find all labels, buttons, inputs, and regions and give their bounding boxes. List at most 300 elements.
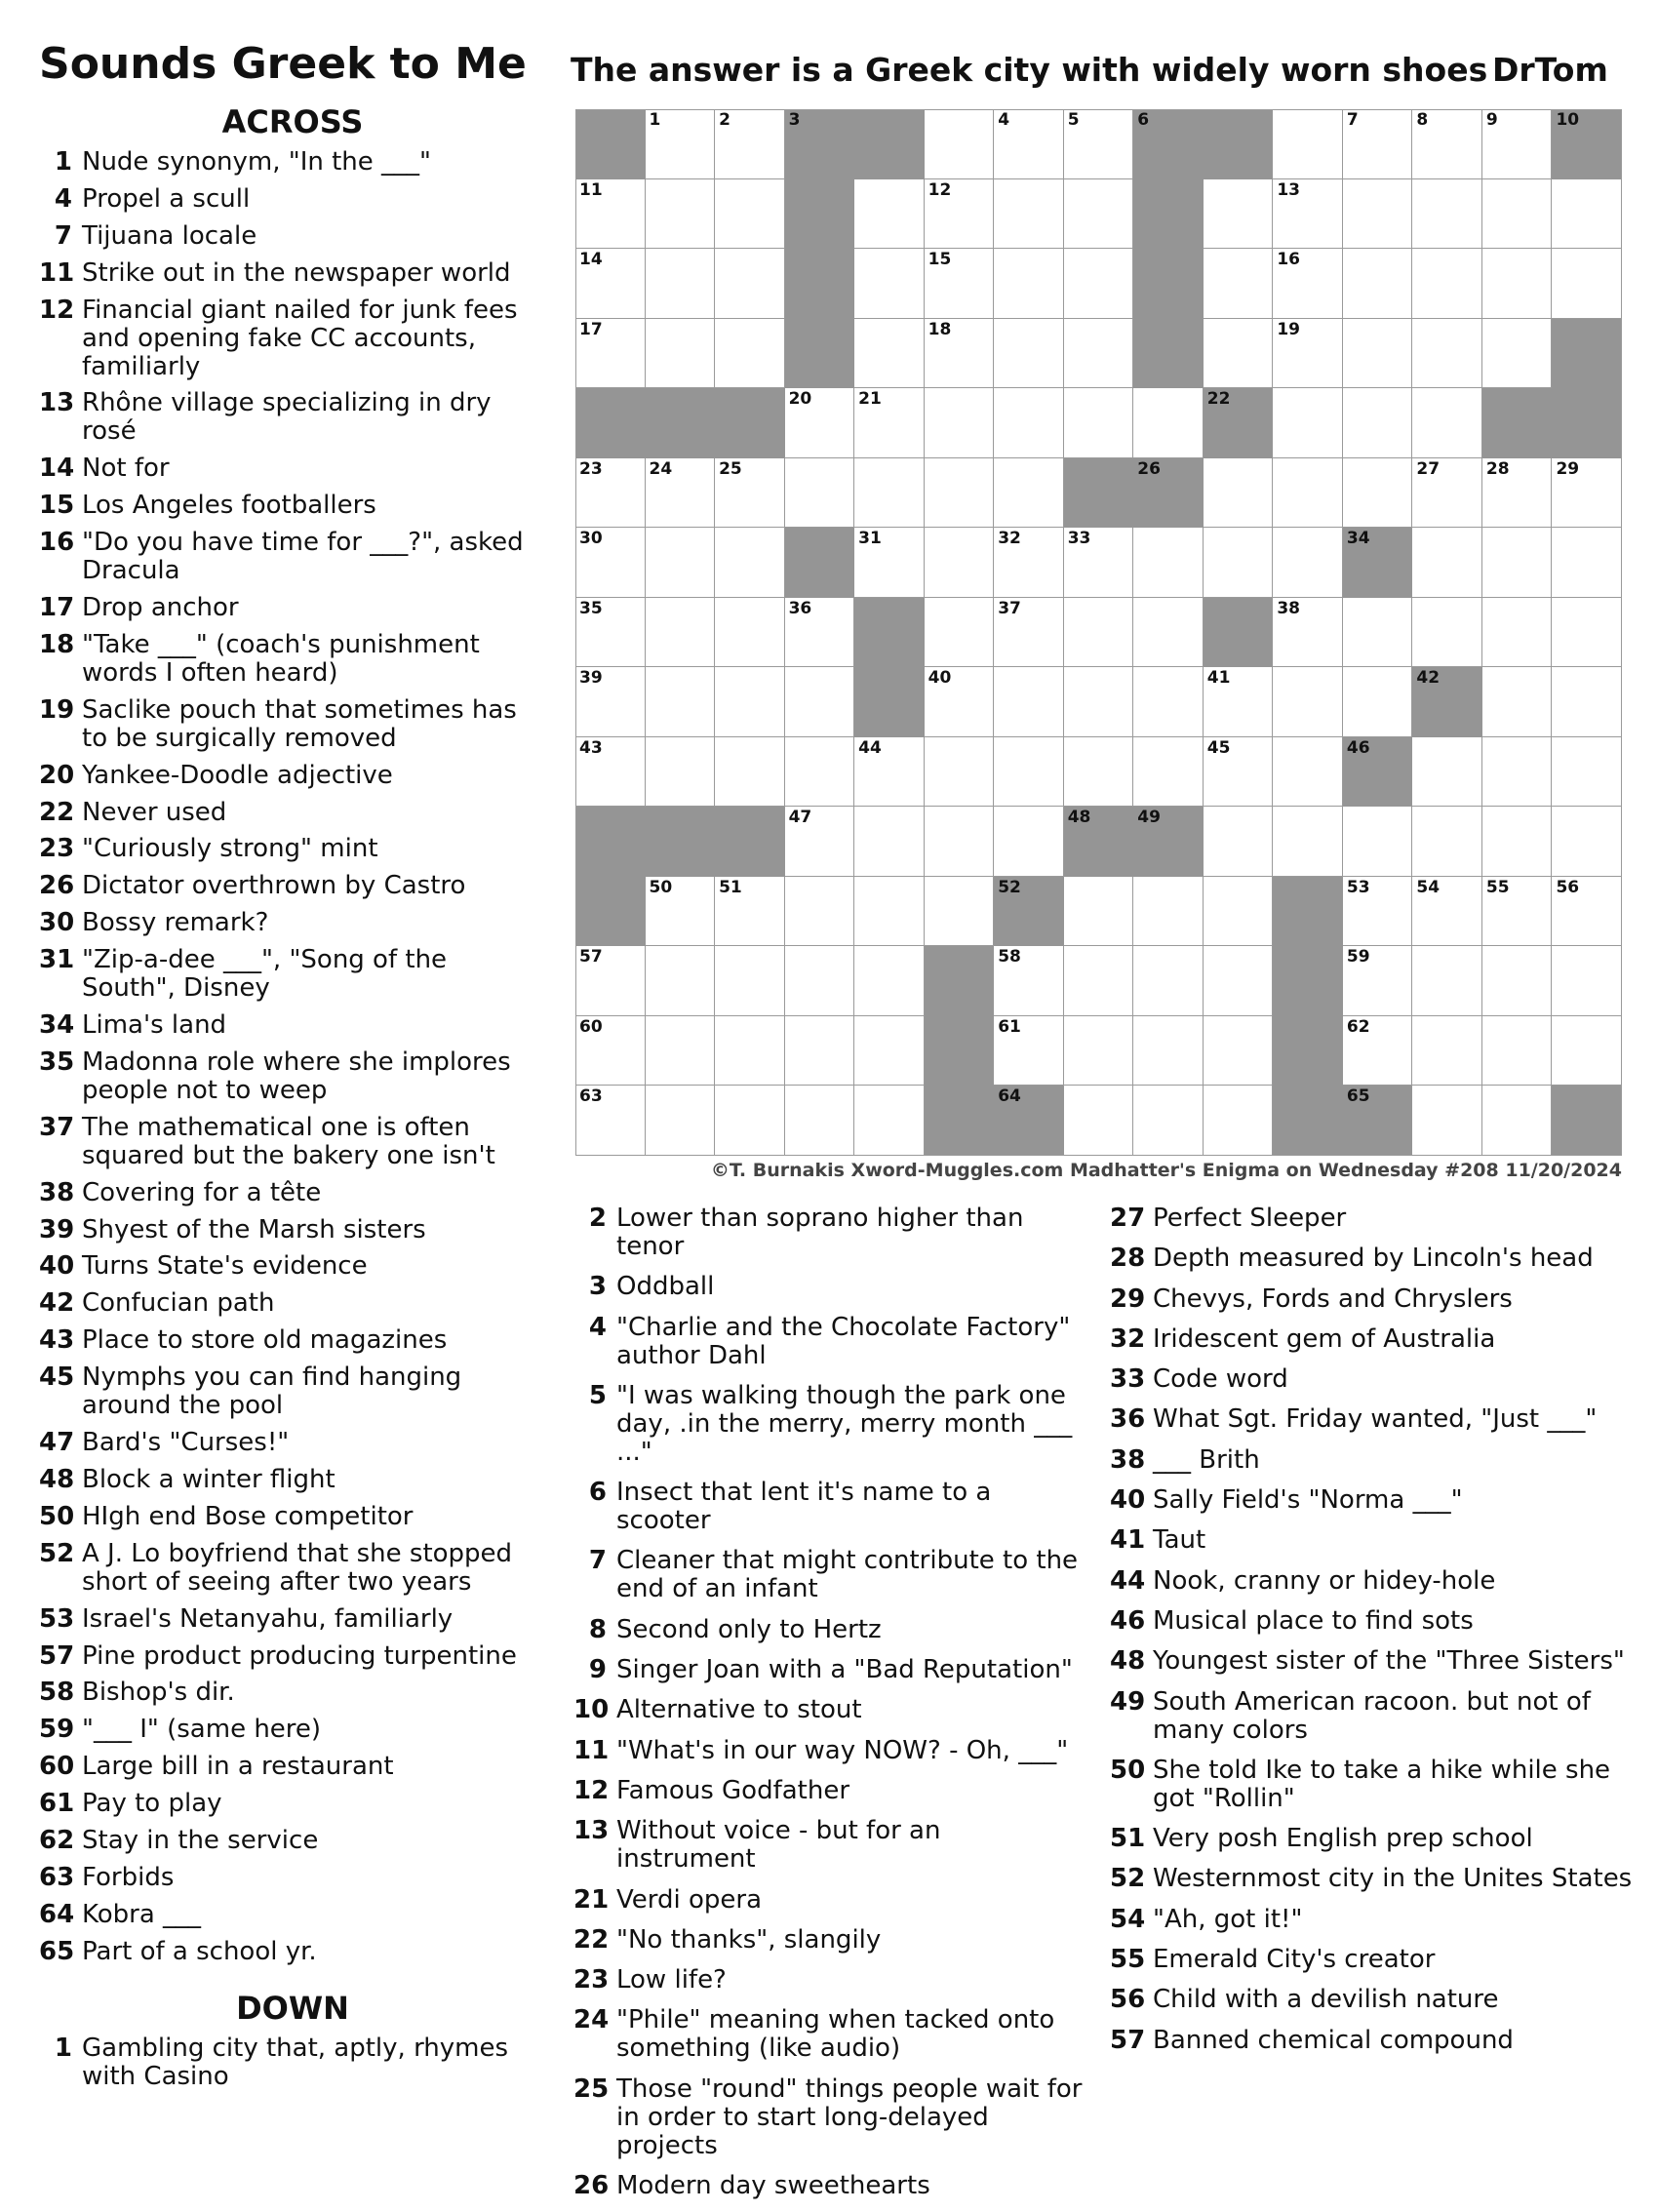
down-clue: [573, 1737, 1083, 1765]
grid-cell[interactable]: [854, 1016, 925, 1086]
grid-cell[interactable]: [1064, 877, 1134, 947]
clue-number: 2: [588, 1204, 607, 1233]
grid-cell[interactable]: [1273, 528, 1343, 598]
grid-cell[interactable]: [1204, 1086, 1274, 1156]
grid-cell[interactable]: [994, 319, 1064, 389]
grid-cell[interactable]: [925, 458, 995, 529]
down-clue: [1110, 1365, 1637, 1394]
grid-cell[interactable]: [1273, 807, 1343, 877]
across-clue-list: [39, 148, 546, 1975]
grid-cell[interactable]: [1343, 807, 1413, 877]
grid-cell[interactable]: [1482, 1086, 1553, 1156]
clue-text: Without voice - but for an instrument: [616, 1816, 941, 1875]
grid-cell[interactable]: [854, 458, 925, 529]
grid-cell[interactable]: [1343, 946, 1413, 1016]
grid-cell[interactable]: [1204, 249, 1274, 319]
grid-cell[interactable]: [1552, 249, 1622, 319]
grid-cell[interactable]: [1482, 877, 1553, 947]
clue-text: Block a winter flight: [82, 1464, 336, 1494]
clue-number: 52: [39, 1538, 75, 1568]
grid-cell[interactable]: [1343, 458, 1413, 529]
cell-number: 40: [928, 668, 952, 689]
clue-text: Nook, cranny or hidey-hole: [1153, 1565, 1496, 1596]
grid-cell[interactable]: [1343, 109, 1413, 179]
grid-cell[interactable]: [1482, 598, 1553, 668]
grid-cell[interactable]: [925, 179, 995, 250]
down-clue: [573, 2172, 1083, 2200]
grid-cell[interactable]: [646, 179, 716, 250]
grid-cell[interactable]: [1273, 667, 1343, 737]
grid-cell[interactable]: [1064, 388, 1134, 458]
grid-cell[interactable]: [925, 528, 995, 598]
grid-cell[interactable]: [925, 807, 995, 877]
clue-number: 27: [1110, 1204, 1146, 1233]
clue-text: Taut: [1153, 1525, 1206, 1556]
clue-number: 11: [573, 1735, 610, 1765]
grid-cell[interactable]: [785, 877, 855, 947]
clue-number: 50: [1110, 1755, 1146, 1785]
cell-number: 39: [579, 668, 603, 689]
clue-number: 40: [1110, 1485, 1146, 1516]
grid-cell[interactable]: [854, 946, 925, 1016]
grid-cell[interactable]: [646, 1086, 716, 1156]
grid-cell[interactable]: [1064, 667, 1134, 737]
down-clue: [1110, 1865, 1637, 1893]
grid-block: [925, 1016, 995, 1086]
grid-cell[interactable]: [1204, 179, 1274, 250]
grid-cell[interactable]: [785, 807, 855, 877]
clue-text: Low life?: [616, 1965, 727, 1995]
grid-cell[interactable]: [1133, 737, 1204, 808]
grid-cell[interactable]: [994, 807, 1064, 877]
grid-cell[interactable]: [994, 249, 1064, 319]
clue-text: Very posh English prep school: [1153, 1824, 1533, 1854]
grid-cell[interactable]: [715, 319, 785, 389]
grid-cell[interactable]: [994, 667, 1064, 737]
clue-number: 13: [39, 388, 75, 418]
grid-cell[interactable]: [994, 458, 1064, 529]
grid-cell[interactable]: [854, 179, 925, 250]
grid-cell[interactable]: [1064, 109, 1134, 179]
grid-cell[interactable]: [1064, 249, 1134, 319]
cell-number: 13: [1277, 179, 1300, 200]
grid-cell[interactable]: [1552, 737, 1622, 808]
cell-number: 57: [579, 947, 603, 968]
across-clue: [39, 1679, 546, 1707]
across-clue: [39, 389, 546, 446]
grid-cell[interactable]: [1412, 1016, 1482, 1086]
grid-cell[interactable]: [785, 1086, 855, 1156]
clue-text: Modern day sweethearts: [616, 2171, 930, 2201]
clue-number: 31: [39, 945, 75, 975]
grid-cell[interactable]: [1482, 528, 1553, 598]
grid-cell[interactable]: [785, 458, 855, 529]
clue-text: Oddball: [616, 1272, 715, 1302]
clue-text: Lower than soprano higher than tenor: [616, 1204, 1024, 1261]
grid-cell[interactable]: [1412, 319, 1482, 389]
clue-text: Kobra ___: [82, 1899, 202, 1929]
across-clue: [39, 185, 546, 214]
grid-cell[interactable]: [1412, 109, 1482, 179]
across-clue: [39, 696, 546, 753]
grid-cell[interactable]: [1133, 528, 1204, 598]
grid-cell[interactable]: [1273, 458, 1343, 529]
grid-block: [1133, 179, 1204, 250]
grid-cell[interactable]: [715, 109, 785, 179]
grid-cell[interactable]: [925, 249, 995, 319]
clue-text: Tijuana locale: [82, 220, 257, 251]
clue-text: Youngest sister of the "Three Sisters": [1153, 1646, 1625, 1677]
across-clue: [39, 1540, 546, 1597]
grid-cell[interactable]: [1343, 1016, 1413, 1086]
grid-cell[interactable]: [1482, 807, 1553, 877]
across-clue: [39, 1827, 546, 1855]
grid-cell[interactable]: [1133, 1086, 1204, 1156]
grid-cell[interactable]: [1412, 528, 1482, 598]
grid-cell[interactable]: [1552, 1016, 1622, 1086]
clue-text: Emerald City's creator: [1153, 1945, 1436, 1975]
grid-cell[interactable]: [1482, 667, 1553, 737]
cell-number: 15: [928, 250, 952, 270]
grid-cell[interactable]: [715, 946, 785, 1016]
grid-cell[interactable]: [1482, 109, 1553, 179]
grid-cell[interactable]: [646, 946, 716, 1016]
clue-number: 26: [573, 2171, 610, 2201]
grid-cell[interactable]: [1273, 179, 1343, 250]
grid-block: [575, 807, 646, 877]
clue-number: 9: [588, 1655, 607, 1685]
grid-block: [646, 388, 716, 458]
grid-cell[interactable]: [1412, 877, 1482, 947]
clue-number: 19: [39, 694, 75, 725]
grid-cell[interactable]: [1412, 388, 1482, 458]
down-clue: [1110, 1757, 1637, 1813]
across-clue: [39, 1642, 546, 1671]
grid-cell[interactable]: [1133, 877, 1204, 947]
grid-cell[interactable]: [1552, 667, 1622, 737]
grid-cell[interactable]: [1482, 179, 1553, 250]
clue-text: Musical place to find sots: [1153, 1605, 1474, 1636]
credit-line: ©T. Burnakis Xword-Muggles.com Madhatter's Enigma on Wednesday #208 11/20/2024: [710, 1160, 1622, 1181]
cell-number: 63: [579, 1086, 603, 1107]
grid-cell[interactable]: [575, 458, 646, 529]
clue-number: 53: [39, 1603, 75, 1634]
grid-cell[interactable]: [1552, 807, 1622, 877]
grid-cell[interactable]: [1412, 807, 1482, 877]
grid-cell[interactable]: [854, 528, 925, 598]
clue-number: 25: [573, 2074, 610, 2104]
across-clue: [39, 1216, 546, 1244]
clue-text: ___ Brith: [1153, 1444, 1260, 1475]
across-clue: [39, 1938, 546, 1966]
grid-block: [1133, 458, 1204, 529]
grid-block: [715, 807, 785, 877]
down-clue: [573, 2006, 1083, 2063]
clue-number: 1: [54, 147, 72, 177]
across-clue: [39, 1429, 546, 1457]
grid-cell[interactable]: [575, 598, 646, 668]
grid-cell[interactable]: [1343, 667, 1413, 737]
grid-cell[interactable]: [1204, 877, 1274, 947]
grid-cell[interactable]: [785, 737, 855, 808]
grid-cell[interactable]: [1133, 598, 1204, 668]
grid-cell[interactable]: [1064, 598, 1134, 668]
clue-text: Banned chemical compound: [1153, 2025, 1514, 2055]
grid-cell[interactable]: [994, 179, 1064, 250]
grid-block: [646, 807, 716, 877]
grid-cell[interactable]: [994, 737, 1064, 808]
grid-cell[interactable]: [1412, 598, 1482, 668]
clue-number: 11: [39, 257, 75, 288]
clue-number: 17: [39, 593, 75, 623]
clue-text: Shyest of the Marsh sisters: [82, 1214, 426, 1244]
grid-cell[interactable]: [646, 528, 716, 598]
grid-cell[interactable]: [1204, 807, 1274, 877]
grid-cell[interactable]: [994, 946, 1064, 1016]
grid-cell[interactable]: [1064, 737, 1134, 808]
grid-cell[interactable]: [1412, 458, 1482, 529]
grid-cell[interactable]: [646, 737, 716, 808]
clue-number: 62: [39, 1825, 75, 1855]
grid-cell[interactable]: [1482, 737, 1553, 808]
down-clue: [573, 1479, 1083, 1535]
grid-cell[interactable]: [1204, 1016, 1274, 1086]
grid-cell[interactable]: [925, 598, 995, 668]
grid-cell[interactable]: [715, 458, 785, 529]
cell-number: 18: [928, 319, 952, 339]
cell-number: 59: [1346, 947, 1370, 968]
grid-cell[interactable]: [1204, 319, 1274, 389]
grid-cell[interactable]: [575, 737, 646, 808]
grid-cell[interactable]: [1552, 877, 1622, 947]
grid-cell[interactable]: [1412, 737, 1482, 808]
grid-cell[interactable]: [646, 458, 716, 529]
grid-cell[interactable]: [854, 877, 925, 947]
grid-block: [994, 877, 1064, 947]
grid-cell[interactable]: [854, 319, 925, 389]
grid-block: [1204, 109, 1274, 179]
cell-number: 12: [928, 179, 952, 200]
grid-cell[interactable]: [1273, 319, 1343, 389]
grid-cell[interactable]: [646, 319, 716, 389]
grid-cell[interactable]: [646, 109, 716, 179]
grid-block: [854, 667, 925, 737]
across-clue: [39, 1605, 546, 1634]
grid-cell[interactable]: [1133, 667, 1204, 737]
grid-cell[interactable]: [1343, 179, 1413, 250]
grid-cell[interactable]: [854, 1086, 925, 1156]
clue-text: Bossy remark?: [82, 908, 269, 938]
grid-cell[interactable]: [1552, 946, 1622, 1016]
grid-cell[interactable]: [785, 946, 855, 1016]
grid-block: [575, 109, 646, 179]
grid-cell[interactable]: [1412, 249, 1482, 319]
grid-cell[interactable]: [1552, 179, 1622, 250]
grid-cell[interactable]: [1482, 458, 1553, 529]
clue-text: Depth measured by Lincoln's head: [1153, 1244, 1594, 1274]
cell-number: 1: [649, 110, 661, 130]
grid-cell[interactable]: [575, 1086, 646, 1156]
grid-cell[interactable]: [575, 1016, 646, 1086]
grid-cell[interactable]: [854, 737, 925, 808]
grid-block: [785, 319, 855, 389]
grid-cell[interactable]: [1204, 737, 1274, 808]
grid-cell[interactable]: [715, 249, 785, 319]
clue-number: 13: [573, 1816, 610, 1846]
grid-cell[interactable]: [575, 946, 646, 1016]
clue-text: Yankee-Doodle adjective: [82, 760, 393, 790]
grid-cell[interactable]: [1482, 249, 1553, 319]
clue-number: 34: [39, 1010, 75, 1041]
grid-cell[interactable]: [925, 388, 995, 458]
grid-cell[interactable]: [1552, 598, 1622, 668]
clue-number: 6: [588, 1478, 607, 1508]
grid-cell[interactable]: [646, 877, 716, 947]
grid-cell[interactable]: [925, 877, 995, 947]
grid-cell[interactable]: [854, 249, 925, 319]
clue-number: 16: [39, 528, 75, 558]
grid-cell[interactable]: [646, 1016, 716, 1086]
clue-text: Code word: [1153, 1364, 1288, 1395]
clue-text: Bishop's dir.: [82, 1678, 235, 1708]
grid-cell[interactable]: [575, 319, 646, 389]
grid-cell[interactable]: [1343, 598, 1413, 668]
grid-cell[interactable]: [785, 598, 855, 668]
grid-cell[interactable]: [1064, 1086, 1134, 1156]
cell-number: 11: [579, 179, 603, 200]
across-clue: [39, 1716, 546, 1744]
grid-cell[interactable]: [1133, 388, 1204, 458]
grid-cell[interactable]: [575, 528, 646, 598]
grid-cell[interactable]: [1204, 946, 1274, 1016]
grid-cell[interactable]: [994, 388, 1064, 458]
across-clue: [39, 835, 546, 863]
grid-cell[interactable]: [1343, 877, 1413, 947]
grid-cell[interactable]: [994, 109, 1064, 179]
clue-text: Westernmost city in the Unites States: [1153, 1864, 1633, 1894]
grid-cell[interactable]: [715, 179, 785, 250]
cell-number: 47: [788, 808, 812, 828]
grid-cell[interactable]: [1552, 458, 1622, 529]
grid-cell[interactable]: [925, 319, 995, 389]
grid-cell[interactable]: [785, 1016, 855, 1086]
grid-cell[interactable]: [785, 667, 855, 737]
cell-number: 2: [719, 110, 730, 130]
clue-number: 60: [39, 1752, 75, 1782]
grid-cell[interactable]: [994, 598, 1064, 668]
grid-cell[interactable]: [1064, 1016, 1134, 1086]
grid-cell[interactable]: [1482, 1016, 1553, 1086]
grid-cell[interactable]: [1133, 946, 1204, 1016]
clue-number: 28: [1110, 1244, 1146, 1274]
grid-cell[interactable]: [1204, 667, 1274, 737]
grid-cell[interactable]: [1482, 319, 1553, 389]
grid-cell[interactable]: [1273, 388, 1343, 458]
grid-cell[interactable]: [1064, 528, 1134, 598]
down-clue: [1110, 1285, 1637, 1314]
clue-text: Drop anchor: [82, 593, 239, 623]
grid-cell[interactable]: [715, 1086, 785, 1156]
clue-text: Place to store old magazines: [82, 1325, 448, 1356]
grid-cell[interactable]: [1343, 249, 1413, 319]
across-clue: [39, 1901, 546, 1929]
clue-text: Israel's Netanyahu, familiarly: [82, 1603, 454, 1634]
grid-cell[interactable]: [994, 528, 1064, 598]
clue-number: 18: [39, 629, 75, 659]
grid-cell[interactable]: [1412, 179, 1482, 250]
grid-cell[interactable]: [994, 1016, 1064, 1086]
clue-number: 22: [573, 1924, 610, 1955]
grid-cell[interactable]: [1273, 598, 1343, 668]
clue-number: 5: [588, 1380, 607, 1410]
cell-number: 3: [788, 110, 801, 130]
cell-number: 52: [998, 877, 1021, 897]
grid-cell[interactable]: [1482, 946, 1553, 1016]
grid-cell[interactable]: [646, 249, 716, 319]
clue-number: 29: [1110, 1284, 1146, 1314]
grid-cell[interactable]: [575, 667, 646, 737]
grid-cell[interactable]: [715, 667, 785, 737]
grid-cell[interactable]: [1064, 946, 1134, 1016]
grid-cell[interactable]: [925, 737, 995, 808]
grid-cell[interactable]: [1273, 249, 1343, 319]
grid-cell[interactable]: [575, 249, 646, 319]
grid-cell[interactable]: [1133, 1016, 1204, 1086]
grid-cell[interactable]: [1343, 319, 1413, 389]
grid-cell[interactable]: [575, 179, 646, 250]
grid-cell[interactable]: [1204, 458, 1274, 529]
grid-cell[interactable]: [715, 877, 785, 947]
grid-cell[interactable]: [854, 807, 925, 877]
grid-cell[interactable]: [1204, 528, 1274, 598]
clue-number: 43: [39, 1325, 75, 1356]
grid-cell[interactable]: [925, 109, 995, 179]
grid-cell[interactable]: [715, 737, 785, 808]
grid-cell[interactable]: [715, 528, 785, 598]
grid-cell[interactable]: [646, 667, 716, 737]
down-clue: [573, 2075, 1083, 2160]
grid-cell[interactable]: [1552, 528, 1622, 598]
grid-cell[interactable]: [925, 667, 995, 737]
grid-cell[interactable]: [1412, 946, 1482, 1016]
clue-number: 48: [39, 1464, 75, 1494]
grid-block: [1273, 1016, 1343, 1086]
grid-cell[interactable]: [715, 598, 785, 668]
across-clue: [39, 909, 546, 937]
clue-text: Verdi opera: [616, 1884, 763, 1915]
across-clue: [39, 946, 546, 1003]
down-clue: [1110, 1205, 1637, 1233]
grid-cell[interactable]: [646, 598, 716, 668]
grid-cell[interactable]: [1343, 388, 1413, 458]
grid-cell[interactable]: [785, 388, 855, 458]
across-clue: [39, 872, 546, 900]
grid-cell[interactable]: [1273, 737, 1343, 808]
down-clue: [1110, 1986, 1637, 2014]
grid-cell[interactable]: [715, 1016, 785, 1086]
grid-cell[interactable]: [1412, 1086, 1482, 1156]
grid-cell[interactable]: [1064, 179, 1134, 250]
clue-number: 47: [39, 1428, 75, 1458]
clue-text: Famous Godfather: [616, 1775, 850, 1805]
cell-number: 41: [1206, 668, 1231, 689]
grid-cell[interactable]: [1064, 319, 1134, 389]
grid-block: [1343, 737, 1413, 808]
clue-number: 24: [573, 2005, 610, 2035]
grid-block: [575, 388, 646, 458]
grid-cell[interactable]: [854, 388, 925, 458]
grid-cell[interactable]: [1273, 109, 1343, 179]
